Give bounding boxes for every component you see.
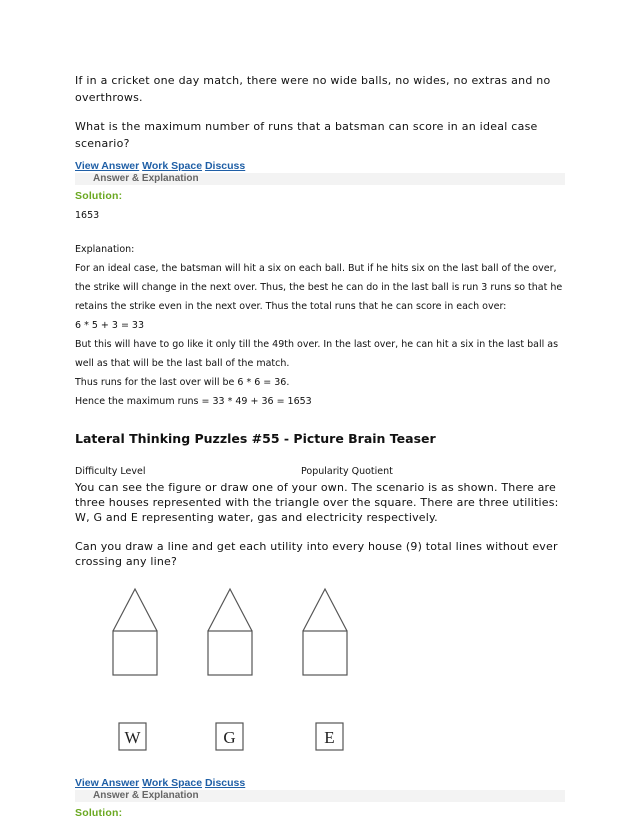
solution-value: 1653	[75, 210, 100, 221]
puzzle-figure-svg	[75, 583, 375, 773]
solution-label: Solution:	[75, 807, 123, 819]
explanation-line: retains the strike even in the next over. Thus the total runs that he can score in each over:	[75, 301, 507, 312]
answer-links	[75, 160, 565, 173]
explanation-line: But this will have to go like it only till the 49th over. In the last over, he can hit a six in the last ball as	[75, 339, 559, 350]
question-1-text: If in a cricket one day match, there were no wide balls, no wides, no extras and no overthrows.	[75, 74, 551, 104]
view-answer-link[interactable]: View Answer	[75, 777, 140, 789]
question-1-prompt: What is the maximum number of runs that a batsman can score in an ideal case scenario?	[75, 120, 538, 150]
solution-label: Solution:	[75, 190, 123, 202]
houses-utilities-figure	[75, 583, 565, 773]
house-1	[113, 589, 157, 675]
house-2	[208, 589, 252, 675]
work-space-link[interactable]: Work Space	[142, 777, 203, 789]
discuss-link[interactable]: Discuss	[204, 777, 246, 789]
explanation-line: well as that will be the last ball of the match.	[75, 358, 290, 369]
puzzle-text: You can see the figure or draw one of your own. The scenario is as shown. There are three houses represented with the triangle over the square. There are three utilities: W, G and E representing water, gas and electricity respectively.	[75, 481, 559, 524]
answer-links-2	[75, 777, 565, 790]
puzzle-meta	[75, 466, 565, 480]
explanation-line: Hence the maximum runs = 33 * 49 + 36 = 1653	[75, 396, 312, 407]
work-space-link[interactable]: Work Space	[142, 160, 203, 172]
utility-e-label: E	[324, 728, 335, 747]
explanation-line: the strike will change in the next over. Thus, the best he can do in the last ball is run 3 runs so that he	[75, 282, 563, 293]
puzzle-question: Can you draw a line and get each utility into every house (9) total lines without ever crossing any line?	[75, 540, 558, 568]
explanation-line: 6 * 5 + 3 = 33	[75, 320, 145, 331]
popularity-label: Popularity Quotient	[301, 466, 393, 477]
utility-g-label: G	[223, 728, 236, 747]
answer-explanation-bar[interactable]: Answer & Explanation	[75, 173, 565, 185]
discuss-link[interactable]: Discuss	[204, 160, 246, 172]
page-content	[75, 72, 565, 819]
explanation-line: Thus runs for the last over will be 6 * 6 = 36.	[75, 377, 290, 388]
house-3	[303, 589, 347, 675]
view-answer-link[interactable]: View Answer	[75, 160, 140, 172]
utility-w-label: W	[124, 728, 141, 747]
explanation-line: For an ideal case, the batsman will hit a six on each ball. But if he hits six on the last ball of the over,	[75, 263, 557, 274]
explanation-label: Explanation:	[75, 244, 135, 255]
puzzle-title: Lateral Thinking Puzzles #55 - Picture Brain Teaser	[75, 431, 436, 446]
answer-explanation-bar[interactable]: Answer & Explanation	[75, 790, 565, 802]
difficulty-label: Difficulty Level	[75, 466, 146, 477]
